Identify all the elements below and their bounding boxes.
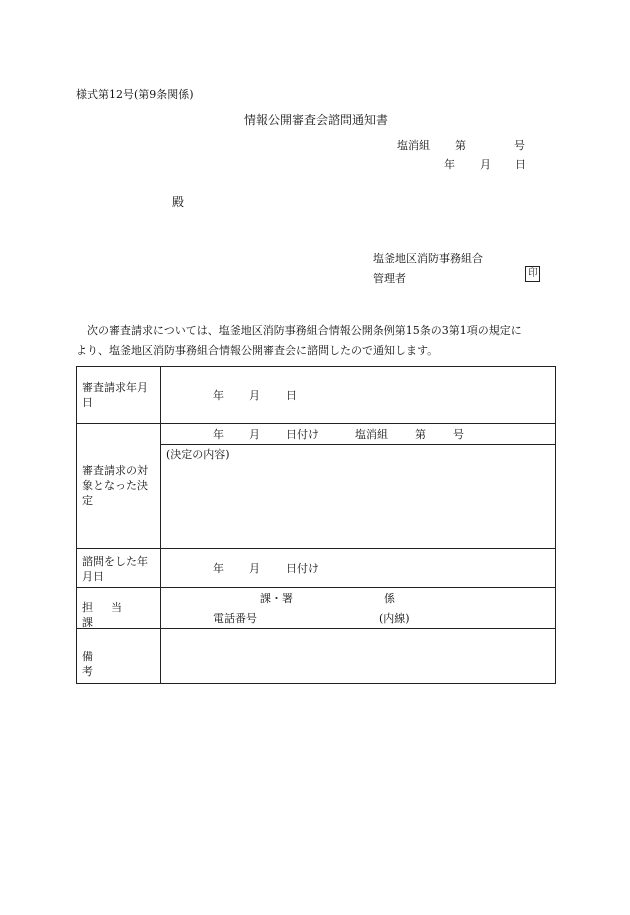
notice-table <box>76 366 556 684</box>
decision-dai: 第 <box>415 428 426 441</box>
form-label: 様式第12号(第9条関係) <box>76 88 194 101</box>
row-divider <box>77 423 555 424</box>
sender-role: 管理者 <box>373 272 406 285</box>
extension-label: (内線) <box>379 612 410 625</box>
section-label: 課・署 <box>260 592 293 605</box>
decision-dated: 日付け <box>286 428 319 441</box>
sender-org: 塩釜地区消防事務組合 <box>373 252 483 265</box>
body-line-2: より、塩釜地区消防事務組合情報公開審査会に諮問したので通知します。 <box>76 344 439 357</box>
consult-month: 月 <box>249 562 260 575</box>
consult-dated: 日付け <box>286 562 319 575</box>
seal-stamp: 印 <box>525 266 540 282</box>
document-title: 情報公開審査会諮問通知書 <box>244 113 389 127</box>
decision-go: 号 <box>453 428 464 441</box>
row-divider <box>160 444 555 445</box>
decision-year: 年 <box>213 428 224 441</box>
body-line-1: 次の審査請求については、塩釜地区消防事務組合情報公開条例第15条の3第1項の規定に <box>87 324 522 337</box>
phone-label: 電話番号 <box>213 612 257 625</box>
decision-content-label: (決定の内容) <box>166 448 230 461</box>
column-divider <box>160 367 161 683</box>
request-month: 月 <box>249 389 260 402</box>
consult-year: 年 <box>213 562 224 575</box>
label-target-decision: 審査請求の対象となった決定 <box>82 464 148 507</box>
row-divider <box>77 548 555 549</box>
row-divider <box>77 587 555 588</box>
label-remarks: 備考 <box>82 650 143 678</box>
request-day: 日 <box>286 389 297 402</box>
label-department: 担当課 <box>82 601 140 629</box>
decision-prefix: 塩消組 <box>355 428 388 441</box>
addressee-suffix: 殿 <box>172 195 185 209</box>
decision-month: 月 <box>249 428 260 441</box>
kakari-label: 係 <box>384 592 395 605</box>
label-consult-date: 諮問をした年月日 <box>82 555 148 583</box>
request-year: 年 <box>213 389 224 402</box>
label-request-date: 審査請求年月日 <box>82 381 148 409</box>
